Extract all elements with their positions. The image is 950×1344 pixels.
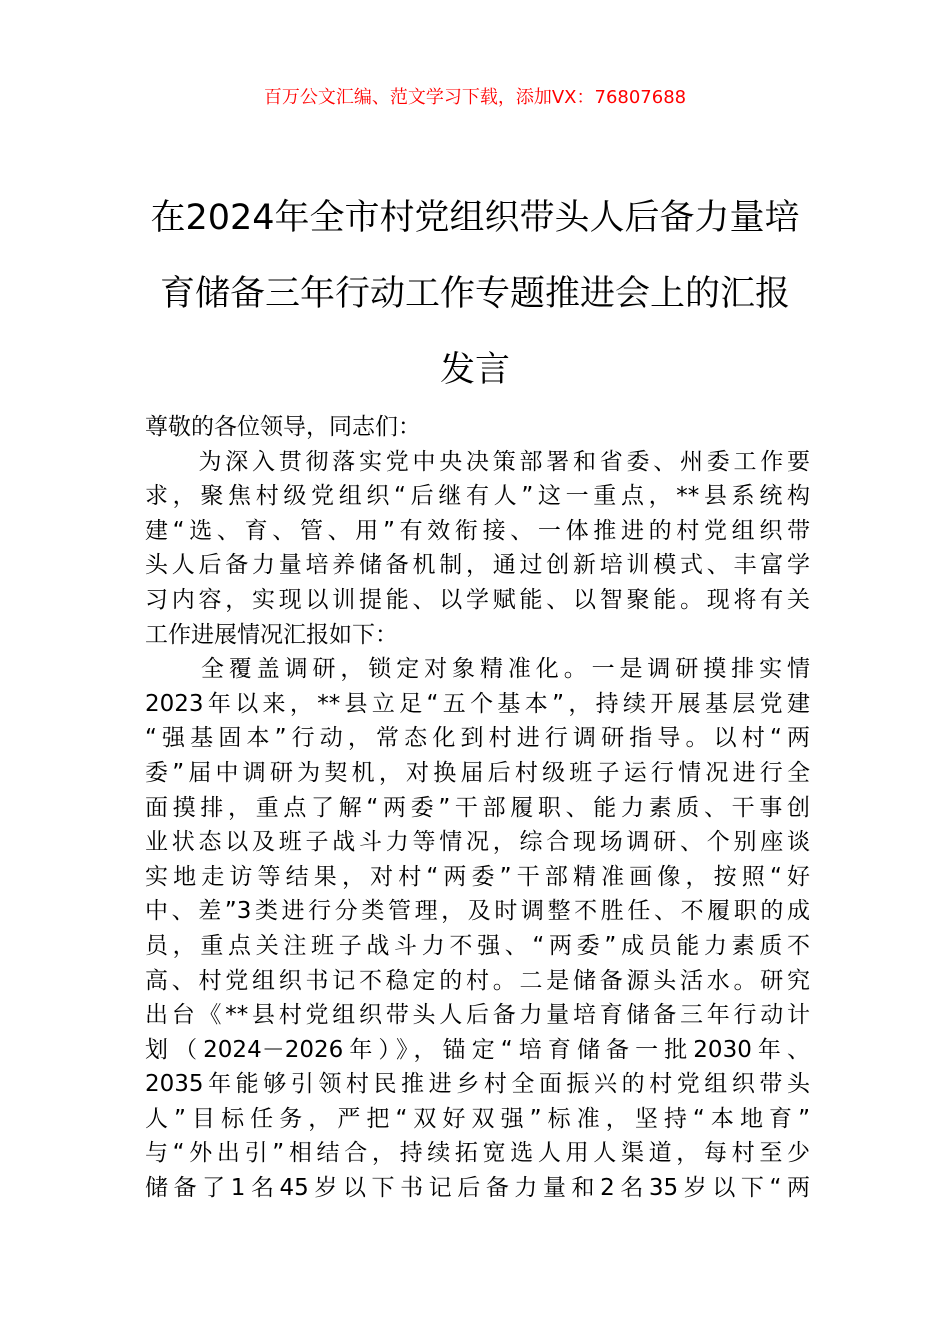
body-line: 员，重点关注班子战斗力不强、“两委”成员能力素质不 bbox=[145, 932, 810, 959]
body-line: 求，聚焦村级党组织“后继有人”这一重点，**县系统构 bbox=[145, 483, 810, 510]
body-line: “强基固本”行动，常态化到村进行调研指导。以村“两 bbox=[145, 725, 810, 752]
body-line: 与“外出引”相结合，持续拓宽选人用人渠道，每村至少 bbox=[145, 1140, 810, 1167]
salutation: 尊敬的各位领导，同志们： bbox=[145, 414, 421, 440]
document-body bbox=[145, 410, 810, 1206]
body-line: 全覆盖调研，锁定对象精准化。一是调研摸排实情 bbox=[145, 656, 810, 683]
body-line: 中、差”3类进行分类管理，及时调整不胜任、不履职的成 bbox=[145, 898, 810, 925]
body-line: 2023年以来，**县立足“五个基本”，持续开展基层党建 bbox=[145, 690, 810, 717]
document-title bbox=[120, 180, 830, 408]
body-line: 2035年能够引领村民推进乡村全面振兴的村党组织带头 bbox=[145, 1071, 810, 1098]
body-line: 习内容，实现以训提能、以学赋能、以智聚能。现将有关 bbox=[145, 586, 810, 613]
body-line: 人”目标任务，严把“双好双强”标准，坚持“本地育” bbox=[145, 1105, 810, 1132]
title-line: 育储备三年行动工作专题推进会上的汇报 bbox=[159, 274, 790, 314]
body-line: 建“选、育、管、用”有效衔接、一体推进的村党组织带 bbox=[145, 517, 810, 544]
body-line: 工作进展情况汇报如下： bbox=[145, 621, 398, 648]
body-line: 出台《**县村党组织带头人后备力量培育储备三年行动计 bbox=[145, 1002, 810, 1029]
title-line: 在2024年全市村党组织带头人后备力量培 bbox=[150, 198, 800, 238]
body-line: 储备了1名45岁以下书记后备力量和2名35岁以下“两 bbox=[145, 1175, 810, 1202]
title-line: 发言 bbox=[439, 350, 510, 390]
promo-banner: 百万公文汇编、范文学习下载，添加VX：76807688 bbox=[263, 87, 687, 108]
body-line: 头人后备力量培养储备机制，通过创新培训模式、丰富学 bbox=[145, 552, 810, 579]
body-line: 为深入贯彻落实党中央决策部署和省委、州委工作要 bbox=[145, 448, 810, 475]
body-line: 划（2024－2026年）》，锚定“培育储备一批2030年、 bbox=[145, 1036, 810, 1063]
body-line: 面摸排，重点了解“两委”干部履职、能力素质、干事创 bbox=[145, 794, 810, 821]
body-line: 实地走访等结果，对村“两委”干部精准画像，按照“好 bbox=[145, 863, 810, 890]
body-line: 业状态以及班子战斗力等情况，综合现场调研、个别座谈 bbox=[145, 829, 810, 856]
body-line: 委”届中调研为契机，对换届后村级班子运行情况进行全 bbox=[145, 759, 810, 786]
body-line: 高、村党组织书记不稳定的村。二是储备源头活水。研究 bbox=[145, 967, 810, 994]
